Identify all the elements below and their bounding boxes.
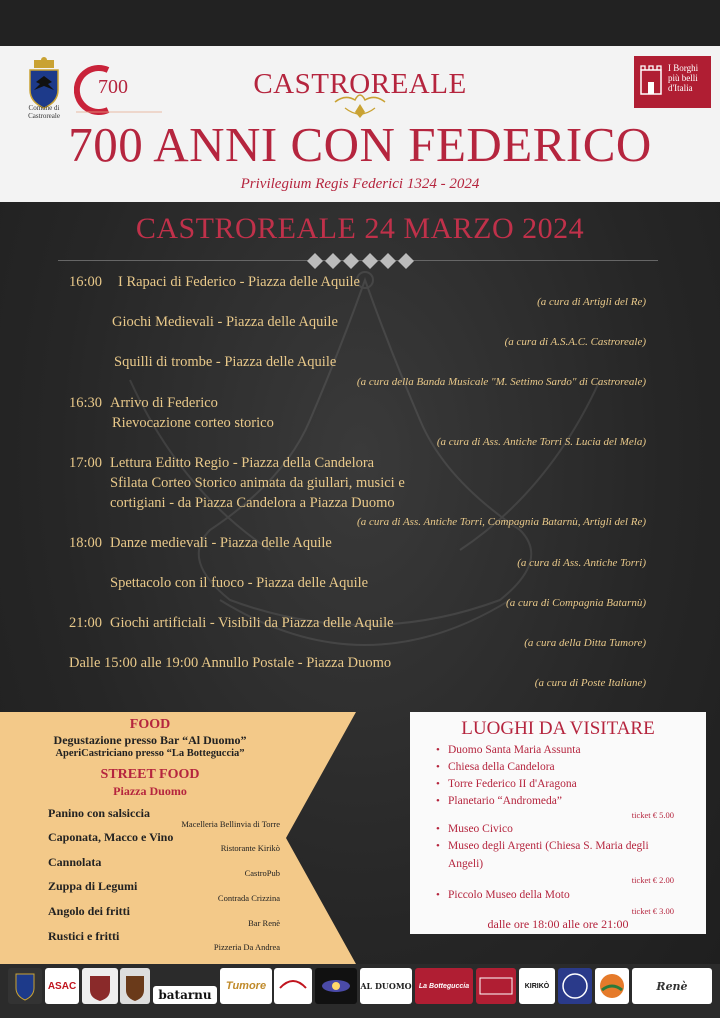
street-food-vendor: Pizzeria Da Andrea bbox=[213, 942, 280, 952]
street-food-vendor: CastroPub bbox=[244, 868, 280, 878]
place-item: • Chiesa della Candelora bbox=[448, 758, 708, 776]
ticket-price: ticket € 5.00 bbox=[631, 810, 674, 820]
sponsor-rene-logo: Renè bbox=[632, 968, 712, 1004]
place-item: • Duomo Santa Maria Assunta bbox=[448, 741, 708, 759]
program-activity: Danze medievali - Piazza delle Aquile bbox=[110, 535, 332, 551]
program-activity: Dalle 15:00 alle 19:00 Annullo Postale - Piazza Duomo bbox=[69, 655, 392, 671]
program-activity: I Rapaci di Federico - Piazza delle Aquile bbox=[118, 274, 360, 290]
place-item: • Museo degli Argenti (Chiesa S. Maria degli Angeli) bbox=[448, 837, 678, 873]
sponsor-botteguccia-logo: La Botteguccia bbox=[415, 968, 473, 1004]
food-tasting-line: Degustazione presso Bar “Al Duomo” bbox=[53, 733, 247, 747]
street-food-place: Piazza Duomo bbox=[113, 784, 187, 798]
place-item: • Planetario “Andromeda” bbox=[448, 792, 708, 810]
place-item: • Museo Civico bbox=[448, 820, 708, 838]
sponsor-al-duomo-logo: AL DUOMO bbox=[360, 968, 412, 1004]
place-item: • Torre Federico II d'Aragona bbox=[448, 775, 708, 793]
ticket-price: ticket € 2.00 bbox=[631, 875, 674, 885]
street-food-item: Zuppa di Legumi bbox=[48, 879, 138, 893]
food-panel bbox=[0, 712, 396, 964]
visiting-hours: dalle ore 18:00 alle ore 21:00 bbox=[487, 917, 629, 931]
sponsor-tumore-logo: Tumore bbox=[220, 968, 272, 1004]
sponsor-batarnu-logo: batarnu bbox=[153, 986, 217, 1004]
sponsor-crest-icon bbox=[120, 968, 150, 1004]
sponsor-asac-logo: ASAC bbox=[45, 968, 79, 1004]
program-time: 17:00 bbox=[69, 455, 103, 471]
program-credit: (a cura di A.S.A.C. Castroreale) bbox=[504, 336, 646, 348]
borghi-logo-text: I Borghi più belli d'Italia bbox=[668, 63, 699, 93]
page-title: 700 ANNI CON FEDERICO bbox=[68, 117, 652, 172]
program-activity: Giochi artificiali - Visibili da Piazza delle Aquile bbox=[110, 615, 394, 631]
brand-name: CASTROREALE bbox=[253, 68, 467, 100]
program-credit: (a cura di Artigli del Re) bbox=[537, 296, 646, 308]
program-credit: (a cura di Poste Italiane) bbox=[534, 677, 646, 689]
ticket-price: ticket € 3.00 bbox=[631, 906, 674, 916]
street-food-item: Caponata, Macco e Vino bbox=[48, 830, 174, 844]
program-credit: (a cura della Ditta Tumore) bbox=[524, 637, 646, 649]
page-subtitle: Privilegium Regis Federici 1324 - 2024 bbox=[240, 176, 480, 192]
street-food-item: Panino con salsiccia bbox=[48, 806, 151, 820]
sponsor-macelleria-logo bbox=[476, 968, 516, 1004]
street-food-vendor: Ristorante Kirikò bbox=[220, 843, 280, 853]
street-food-vendor: Macelleria Bellinvia di Torre bbox=[181, 819, 280, 829]
program-activity: Squilli di trombe - Piazza delle Aquile bbox=[114, 354, 337, 370]
sponsor-crest-icon bbox=[82, 968, 118, 1004]
program-activity: Arrivo di Federico bbox=[110, 395, 218, 411]
program-credit: (a cura di Ass. Antiche Torri, Compagnia Batarnù, Artigli del Re) bbox=[357, 516, 646, 528]
program-activity-detail: Sfilata Corteo Storico animata da giullari, musici e bbox=[110, 475, 405, 491]
program-time: 16:30 bbox=[69, 395, 103, 411]
program-activity: Spettacolo con il fuoco - Piazza delle Aquile bbox=[110, 575, 369, 591]
street-food-title: STREET FOOD bbox=[100, 767, 200, 782]
food-title: FOOD bbox=[129, 717, 171, 732]
crest-caption: Comune di Castroreale bbox=[28, 104, 60, 120]
program-credit: (a cura di Ass. Antiche Torri) bbox=[517, 557, 646, 569]
street-food-vendor: Contrada Crizzina bbox=[217, 893, 280, 903]
place-item: • Piccolo Museo della Moto bbox=[448, 886, 708, 904]
street-food-item: Angolo dei fritti bbox=[48, 904, 130, 918]
sponsor-planetarium-icon bbox=[315, 968, 357, 1004]
food-aperitif-line: AperiCastriciano presso “La Botteguccia” bbox=[55, 748, 245, 759]
program-credit: (a cura di Ass. Antiche Torri S. Lucia del Mela) bbox=[436, 436, 646, 448]
street-food-item: Rustici e fritti bbox=[48, 929, 120, 943]
event-date-title: CASTROREALE 24 MARZO 2024 bbox=[135, 212, 585, 245]
sponsor-crizzina-icon bbox=[595, 968, 629, 1004]
program-credit: (a cura di Compagnia Batarnù) bbox=[506, 597, 646, 609]
street-food-item: Cannolata bbox=[48, 855, 102, 869]
anniversary-logo-number: 700 bbox=[98, 76, 128, 98]
sponsor-crest-icon bbox=[8, 968, 42, 1004]
program-activity-detail: cortigiani - da Piazza Candelora a Piazza Duomo bbox=[110, 495, 395, 511]
program-credit: (a cura della Banda Musicale "M. Settimo Sardo" di Castroreale) bbox=[356, 376, 646, 388]
places-to-visit-panel bbox=[410, 712, 706, 934]
sponsor-castropub-icon bbox=[558, 968, 592, 1004]
program-activity: Giochi Medievali - Piazza delle Aquile bbox=[112, 314, 338, 330]
program-time: 18:00 bbox=[69, 535, 103, 551]
program-activity: Lettura Editto Regio - Piazza della Candelora bbox=[110, 455, 375, 471]
program-activity-detail: Rievocazione corteo storico bbox=[112, 415, 274, 431]
program-time: 21:00 bbox=[69, 615, 103, 631]
places-title: LUOGHI DA VISITARE bbox=[461, 718, 655, 739]
sponsor-kiriko-logo: KIRIKÒ bbox=[519, 968, 555, 1004]
sponsor-logos-bar bbox=[0, 964, 720, 1018]
street-food-vendor: Bar Renè bbox=[248, 918, 280, 928]
program-time: 16:00 bbox=[69, 274, 103, 290]
sponsor-logo bbox=[274, 968, 312, 1004]
